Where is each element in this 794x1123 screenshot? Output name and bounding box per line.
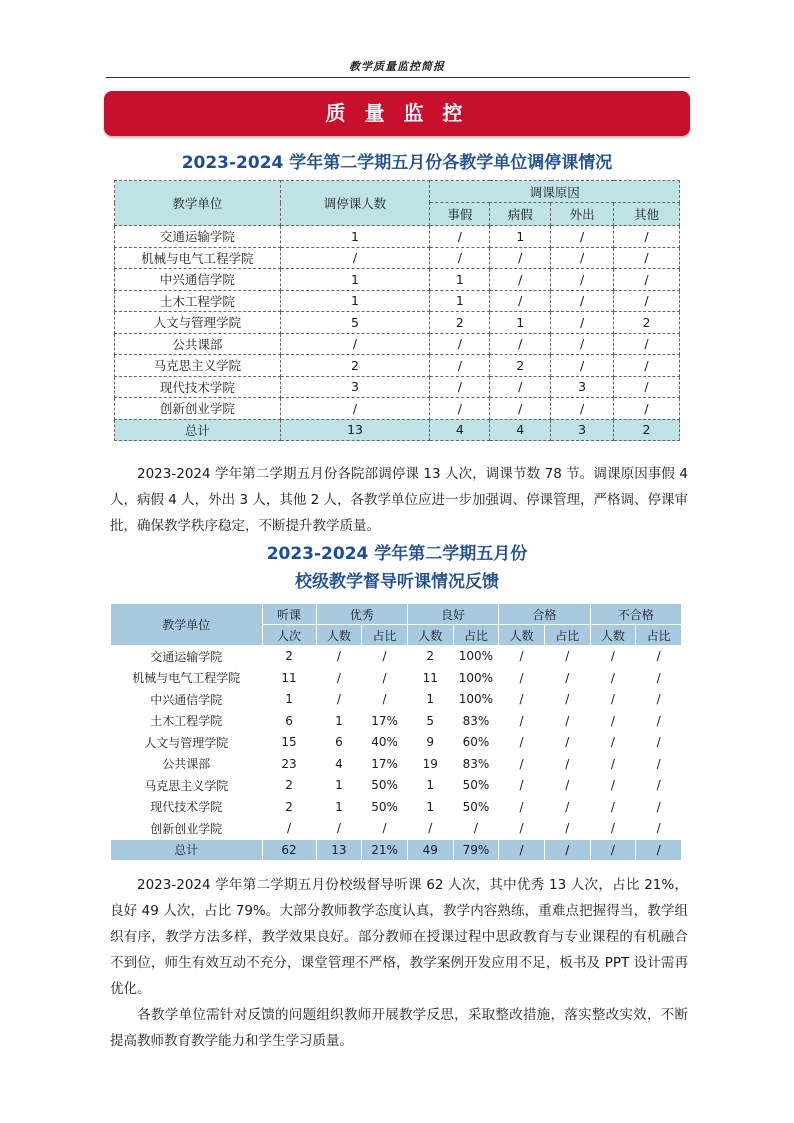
- table-cell: /: [316, 667, 362, 689]
- table-cell: /: [544, 753, 590, 775]
- cell-unit: 机械与电气工程学院: [115, 247, 281, 269]
- table-cell: /: [636, 796, 682, 818]
- table-cell: 9: [407, 732, 453, 754]
- th2-pass-num: 人数: [499, 625, 545, 646]
- table-cell: /: [430, 355, 490, 377]
- th2-fail: 不合格: [590, 604, 681, 625]
- table-cell: 17%: [362, 710, 408, 732]
- table2-summary: [110, 872, 688, 1054]
- table-cell: 4: [316, 753, 362, 775]
- table-cell: /: [614, 226, 680, 248]
- cell-unit: 人文与管理学院: [115, 312, 281, 334]
- table-row: [115, 398, 680, 420]
- table-cell: 50%: [362, 796, 408, 818]
- table-cell: /: [499, 796, 545, 818]
- table-cell: /: [499, 732, 545, 754]
- table-cell: 79%: [453, 839, 499, 860]
- table-cell: /: [636, 710, 682, 732]
- table-cell: 19: [407, 753, 453, 775]
- table-cell: 60%: [453, 732, 499, 754]
- table-cell: 23: [262, 753, 316, 775]
- table-cell: /: [636, 667, 682, 689]
- table-cell: /: [551, 269, 614, 291]
- table-cell: 3: [280, 376, 430, 398]
- table-cell: /: [280, 398, 430, 420]
- th2-exc-num: 人数: [316, 625, 362, 646]
- section-banner: 质 量 监 控: [104, 91, 690, 136]
- cell-unit: 马克思主义学院: [111, 775, 263, 797]
- table-row: [115, 333, 680, 355]
- table-row: [115, 247, 680, 269]
- paragraph2-text: 2023-2024 学年第二学期五月份校级督导听课 62 人次，其中优秀 13 人次，占比 21%，良好 49 人次，占比 79%。大部分教师教学态度认真，教学内容熟练，重难点把握得当，教学组织有序，教学方法多样，教学效果良好。部分教师在授课过程中思政教育与专业课程的有机融合不到位，师生有效互动不充分，课堂管理不严格，教学案例开发应用不足，板书及 PPT 设计需再优化。: [110, 877, 688, 997]
- table-cell: /: [551, 247, 614, 269]
- table-row: [115, 269, 680, 291]
- paragraph3-text: 各教学单位需针对反馈的问题组织教师开展教学反思，采取整改措施，落实整改实效，不断提高教师教育教学能力和学生学习质量。: [110, 1007, 688, 1049]
- th2-fail-num: 人数: [590, 625, 636, 646]
- cell-unit: 交通运输学院: [115, 226, 281, 248]
- th2-good-pct: 占比: [453, 625, 499, 646]
- table-cell: /: [590, 753, 636, 775]
- table-cell: 62: [262, 839, 316, 860]
- table-cell: /: [430, 226, 490, 248]
- table-cell: 2: [262, 775, 316, 797]
- table-cell: /: [590, 646, 636, 668]
- cell-unit: 马克思主义学院: [115, 355, 281, 377]
- table-row: [111, 646, 682, 668]
- cell-unit: 中兴通信学院: [111, 689, 263, 711]
- th-personal-leave: 事假: [430, 203, 490, 226]
- th2-listen-a: 听课: [262, 604, 316, 625]
- cell-unit: 土木工程学院: [111, 710, 263, 732]
- table-cell: /: [636, 839, 682, 860]
- table-cell: 11: [407, 667, 453, 689]
- th2-excellent: 优秀: [316, 604, 407, 625]
- table-cell: 6: [316, 732, 362, 754]
- table-cell: /: [551, 398, 614, 420]
- table-cell: 1: [407, 775, 453, 797]
- table-cell: /: [490, 247, 551, 269]
- table-cell: 3: [551, 419, 614, 441]
- table-cell: /: [490, 269, 551, 291]
- th-sick-leave: 病假: [490, 203, 551, 226]
- table-cell: 100%: [453, 667, 499, 689]
- table-cell: /: [544, 710, 590, 732]
- table-cell: 1: [280, 226, 430, 248]
- table-cell: 49: [407, 839, 453, 860]
- table-cell: 11: [262, 667, 316, 689]
- table-cell: /: [614, 290, 680, 312]
- table-cell: /: [499, 710, 545, 732]
- table-cell: /: [453, 818, 499, 840]
- table-cell: /: [430, 376, 490, 398]
- table-row: [111, 710, 682, 732]
- table-cell: 1: [316, 796, 362, 818]
- table-cell: /: [614, 355, 680, 377]
- table-cell: 1: [280, 290, 430, 312]
- table-cell: /: [316, 646, 362, 668]
- table-cell: /: [614, 376, 680, 398]
- table-row: [115, 312, 680, 334]
- table-cell: 40%: [362, 732, 408, 754]
- th-other: 其他: [614, 203, 680, 226]
- table-cell: /: [551, 333, 614, 355]
- table-cell: /: [316, 689, 362, 711]
- table-cell: 2: [614, 419, 680, 441]
- table-cell: 100%: [453, 689, 499, 711]
- table-row: [111, 775, 682, 797]
- cell-unit: 创新创业学院: [111, 818, 263, 840]
- table-cell: /: [636, 689, 682, 711]
- table-cell: /: [590, 667, 636, 689]
- th2-fail-pct: 占比: [636, 625, 682, 646]
- table-cell: 50%: [453, 796, 499, 818]
- table-cell: /: [590, 689, 636, 711]
- table-cell: 1: [430, 290, 490, 312]
- table-cell: 2: [430, 312, 490, 334]
- table-cell: 1: [262, 689, 316, 711]
- table-cell: /: [499, 818, 545, 840]
- table-cell: /: [614, 333, 680, 355]
- table-cell: 5: [407, 710, 453, 732]
- table-cell: 1: [280, 269, 430, 291]
- table-cell: /: [544, 646, 590, 668]
- table-row: [115, 226, 680, 248]
- table-cell: 83%: [453, 710, 499, 732]
- table-cell: /: [499, 753, 545, 775]
- table-cell: /: [490, 290, 551, 312]
- table-cell: 13: [316, 839, 362, 860]
- table-cell: /: [551, 312, 614, 334]
- cell-unit: 土木工程学院: [115, 290, 281, 312]
- cell-unit: 总计: [115, 419, 281, 441]
- table-cell: /: [636, 753, 682, 775]
- table-cell: /: [262, 818, 316, 840]
- th2-pass-pct: 占比: [544, 625, 590, 646]
- table2-title-line1: 2023-2024 学年第二学期五月份: [266, 544, 528, 564]
- table-cell: /: [551, 355, 614, 377]
- table-cell: /: [590, 818, 636, 840]
- table-cell: 1: [407, 689, 453, 711]
- table-cell: /: [362, 667, 408, 689]
- table-cell: 6: [262, 710, 316, 732]
- table-row: [115, 376, 680, 398]
- table-cell: /: [544, 818, 590, 840]
- th2-pass: 合格: [499, 604, 590, 625]
- table-row: [111, 796, 682, 818]
- table-row: [111, 689, 682, 711]
- th-unit: 教学单位: [115, 181, 281, 226]
- cell-unit: 现代技术学院: [115, 376, 281, 398]
- table-cell: /: [544, 839, 590, 860]
- paragraph1-text: 2023-2024 学年第二学期五月份各院部调停课 13 人次，调课节数 78 节。调课原因事假 4 人，病假 4 人，外出 3 人，其他 2 人，各教学单位应进一步加强调、停课管理，严格调、停课审批，确保教学秩序稳定，不断提升教学质量。: [110, 466, 689, 534]
- cell-unit: 创新创业学院: [115, 398, 281, 420]
- table-cell: 1: [490, 312, 551, 334]
- table-cell: /: [636, 818, 682, 840]
- table-cell: 21%: [362, 839, 408, 860]
- table-cell: /: [544, 689, 590, 711]
- table-cell: /: [499, 689, 545, 711]
- table-cell: /: [499, 775, 545, 797]
- table-cell: 50%: [453, 775, 499, 797]
- cell-unit: 公共课部: [111, 753, 263, 775]
- table-cell: /: [499, 646, 545, 668]
- table-cell: /: [544, 667, 590, 689]
- table-cell: 17%: [362, 753, 408, 775]
- header-divider: [106, 77, 690, 78]
- table-cell: /: [499, 667, 545, 689]
- cell-unit: 总计: [111, 839, 263, 860]
- cell-unit: 公共课部: [115, 333, 281, 355]
- table-cell: 15: [262, 732, 316, 754]
- table-cell: 1: [490, 226, 551, 248]
- table-cell: 2: [280, 355, 430, 377]
- table-cell: /: [499, 839, 545, 860]
- table-cell: /: [490, 376, 551, 398]
- th2-unit: 教学单位: [111, 604, 263, 646]
- table1-summary: [110, 461, 688, 539]
- table-cell: 5: [280, 312, 430, 334]
- table-cell: /: [544, 732, 590, 754]
- table-cell: /: [551, 290, 614, 312]
- table-cell: /: [590, 839, 636, 860]
- total-row: [111, 839, 682, 860]
- table-row: [111, 732, 682, 754]
- table-cell: 3: [551, 376, 614, 398]
- table1-title: 2023-2024 学年第二学期五月份各教学单位调停课情况: [181, 153, 613, 173]
- table-row: [115, 290, 680, 312]
- table-cell: 100%: [453, 646, 499, 668]
- table-cell: /: [590, 775, 636, 797]
- table-cell: /: [430, 247, 490, 269]
- table-cell: /: [544, 775, 590, 797]
- table-cell: 2: [262, 646, 316, 668]
- table-cell: 2: [614, 312, 680, 334]
- table-cell: /: [544, 796, 590, 818]
- table-cell: /: [636, 775, 682, 797]
- table-cell: 1: [407, 796, 453, 818]
- th-count: 调停课人数: [280, 181, 430, 226]
- bulletin-title: 教学质量监控简报: [349, 60, 445, 73]
- table-cell: 4: [430, 419, 490, 441]
- table-row: [115, 355, 680, 377]
- table-row: [111, 667, 682, 689]
- adjust-class-table: [114, 180, 680, 441]
- table-cell: 83%: [453, 753, 499, 775]
- table-cell: 1: [316, 710, 362, 732]
- th2-good: 良好: [407, 604, 498, 625]
- table-cell: 1: [316, 775, 362, 797]
- table-cell: 2: [490, 355, 551, 377]
- table2-title-line2: 校级教学督导听课情况反馈: [295, 572, 499, 592]
- table-cell: /: [490, 333, 551, 355]
- table-cell: /: [316, 818, 362, 840]
- table-cell: /: [614, 269, 680, 291]
- table-cell: 50%: [362, 775, 408, 797]
- table-cell: 2: [262, 796, 316, 818]
- table-cell: /: [636, 646, 682, 668]
- table-cell: /: [362, 818, 408, 840]
- cell-unit: 人文与管理学院: [111, 732, 263, 754]
- table-cell: /: [430, 333, 490, 355]
- table-cell: /: [490, 398, 551, 420]
- cell-unit: 机械与电气工程学院: [111, 667, 263, 689]
- table-cell: /: [362, 689, 408, 711]
- th2-listen-b: 人次: [262, 625, 316, 646]
- table-cell: 2: [407, 646, 453, 668]
- table-cell: 13: [280, 419, 430, 441]
- table-cell: 1: [430, 269, 490, 291]
- table-row: [111, 818, 682, 840]
- supervision-table: [110, 603, 682, 860]
- th-reason: 调课原因: [430, 181, 680, 203]
- th-out: 外出: [551, 203, 614, 226]
- table2-title: [0, 540, 794, 596]
- table-cell: /: [407, 818, 453, 840]
- table-cell: /: [280, 333, 430, 355]
- total-row: [115, 419, 680, 441]
- cell-unit: 交通运输学院: [111, 646, 263, 668]
- table-cell: /: [280, 247, 430, 269]
- table-cell: /: [614, 247, 680, 269]
- table-cell: /: [430, 398, 490, 420]
- table-cell: /: [590, 732, 636, 754]
- cell-unit: 中兴通信学院: [115, 269, 281, 291]
- table-cell: /: [614, 398, 680, 420]
- table-row: [111, 753, 682, 775]
- th2-exc-pct: 占比: [362, 625, 408, 646]
- table-cell: /: [590, 796, 636, 818]
- table-cell: /: [362, 646, 408, 668]
- table-cell: 4: [490, 419, 551, 441]
- table-cell: /: [551, 226, 614, 248]
- table-cell: /: [636, 732, 682, 754]
- table-cell: /: [590, 710, 636, 732]
- cell-unit: 现代技术学院: [111, 796, 263, 818]
- th2-good-num: 人数: [407, 625, 453, 646]
